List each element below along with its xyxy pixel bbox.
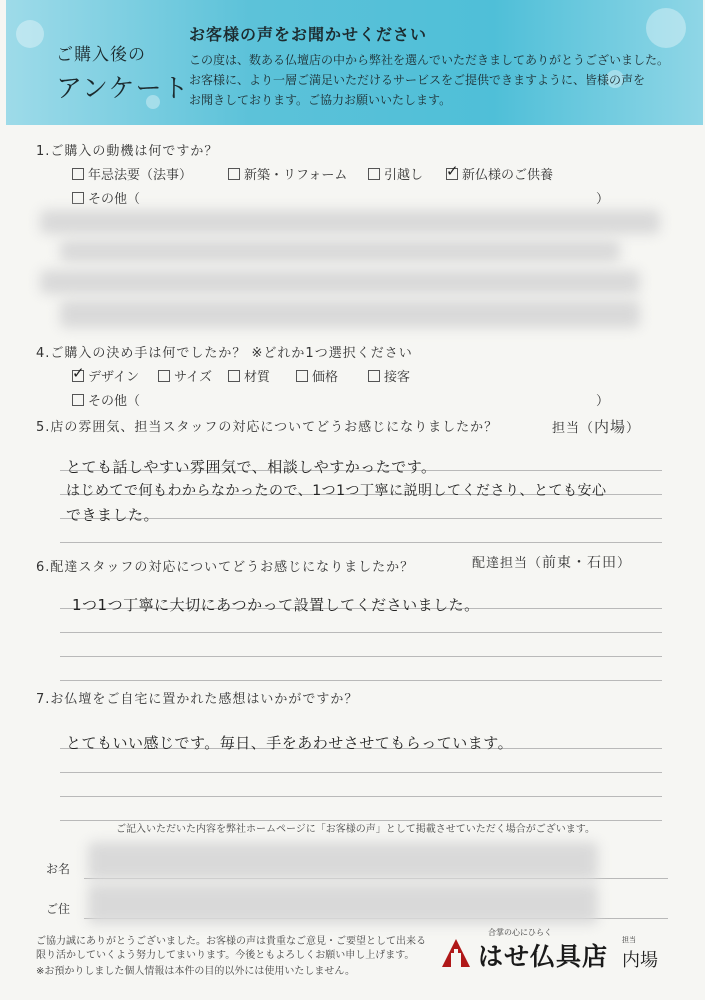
address-label: ご住 — [46, 902, 71, 916]
redacted-area — [40, 210, 660, 234]
q1-option-hikkoshi[interactable] — [368, 164, 423, 183]
q6-answer-line: 1つ1つ丁寧に大切にあつかって設置してくださいました。 — [72, 596, 480, 614]
checkbox[interactable] — [72, 394, 84, 406]
header-subtitle: ご購入後の — [56, 45, 146, 65]
q4-option-material[interactable] — [228, 366, 270, 385]
staff-close: ） — [626, 421, 641, 436]
option-label: デザイン — [88, 370, 140, 385]
q5-answer-line: はじめてで何もわからなかったので、1つ1つ丁寧に説明してくださり、とても安心 — [66, 483, 607, 499]
redacted-area — [60, 300, 640, 328]
q5-answer-line: とても話しやすい雰囲気で、相談しやすかったです。 — [66, 458, 437, 476]
option-label: 引越し — [384, 168, 424, 183]
q5-staff — [552, 416, 640, 437]
q1-option-shinchiku[interactable] — [228, 164, 347, 183]
option-label: その他（ — [88, 192, 141, 207]
answer-line — [60, 656, 662, 657]
header-body-line: お聞きしております。ご協力お願いいたします。 — [189, 93, 452, 107]
option-label: その他（ — [88, 394, 141, 409]
checkbox[interactable] — [228, 370, 240, 382]
staff-name-handwritten: 内場 — [594, 418, 627, 436]
option-label: 接客 — [384, 370, 411, 385]
logo-name: はせ仏具店 — [478, 942, 609, 971]
staff-signature: 内場 — [622, 950, 658, 971]
answer-line — [60, 772, 662, 773]
checkbox[interactable] — [228, 168, 240, 180]
company-logo — [442, 927, 612, 973]
question-5: 5.店の雰囲気、担当スタッフの対応についてどうお感じになりましたか？ — [36, 420, 499, 435]
q4-option-size[interactable] — [158, 366, 212, 385]
checkbox-checked[interactable] — [446, 168, 458, 180]
publication-notice: ご記入いただいた内容を弊社ホームページに「お客様の声」として掲載させていただく場合がございます。 — [116, 824, 595, 835]
redacted-address — [88, 884, 598, 924]
checkbox[interactable] — [72, 168, 84, 180]
option-label: 年忌法要（法事） — [88, 168, 193, 183]
logo-tagline: 合掌の心にひらく — [488, 928, 552, 937]
answer-line — [60, 632, 662, 633]
logo-mark-icon — [442, 939, 470, 967]
option-label: 新築・リフォーム — [244, 168, 348, 183]
header-heading: お客様の声をお聞かせください — [189, 25, 428, 44]
footer-line: ご協力誠にありがとうございました。お客様の声は貴重なご意見・ご要望として出来る — [36, 936, 426, 947]
option-label: 材質 — [244, 370, 271, 385]
staff-label: 配達担当（ — [472, 556, 543, 571]
redacted-area — [60, 240, 620, 262]
option-label: 新仏様のご供養 — [462, 168, 554, 183]
footer-privacy: ※お預かりしました個人情報は本件の目的以外には使用いたしません。 — [36, 966, 355, 977]
q7-answer-line: とてもいい感じです。毎日、手をあわせさせてもらっています。 — [66, 734, 514, 752]
staff-label: 担当（ — [552, 421, 595, 436]
q5-answer-line: できました。 — [66, 506, 160, 524]
staff-close: ） — [617, 556, 632, 571]
q6-staff — [472, 552, 631, 572]
header-body-line: この度は、数ある仏壇店の中から弊社を選んでいただきましてありがとうございました。 — [189, 53, 670, 67]
header-body-line: お客様に、より一層ご満足いただけるサービスをご提供できますように、皆様の声を — [189, 73, 646, 87]
redacted-name — [88, 842, 598, 880]
q1-option-other[interactable] — [72, 188, 140, 207]
q4-option-price[interactable] — [296, 366, 338, 385]
redacted-area — [40, 270, 640, 294]
checkbox[interactable] — [158, 370, 170, 382]
staff-name-handwritten: 前東・石田 — [542, 555, 618, 571]
header-title: アンケート — [56, 74, 190, 104]
q1-option-shinbotoke[interactable] — [446, 164, 553, 183]
checkbox[interactable] — [72, 192, 84, 204]
option-label: 価格 — [312, 370, 339, 385]
bubble-decoration — [646, 8, 686, 48]
checkbox[interactable] — [368, 370, 380, 382]
bubble-decoration — [16, 20, 44, 48]
header-banner — [6, 0, 703, 125]
checkbox-checked[interactable] — [72, 370, 84, 382]
checkbox[interactable] — [296, 370, 308, 382]
answer-line — [60, 680, 662, 681]
q4-option-service[interactable] — [368, 366, 410, 385]
answer-line — [60, 796, 662, 797]
option-label: サイズ — [174, 370, 212, 385]
question-4: 4.ご購入の決め手は何でしたか？ ※どれか1つ選択ください — [36, 346, 413, 361]
answer-line — [60, 542, 662, 543]
q4-option-design[interactable] — [72, 366, 139, 385]
paren-close: ） — [596, 394, 610, 409]
staff-stamp-label: 担当 — [622, 936, 636, 944]
name-label: お名 — [46, 862, 71, 876]
question-1: 1.ご購入の動機は何ですか？ — [36, 144, 219, 159]
q4-option-other[interactable] — [72, 390, 140, 409]
footer-line: 限り活かしていくよう努力してまいります。今後ともよろしくお願い申し上げます。 — [36, 950, 415, 961]
question-6: 6.配達スタッフの対応についてどうお感じになりましたか？ — [36, 560, 415, 575]
checkbox[interactable] — [368, 168, 380, 180]
q1-option-hoji[interactable] — [72, 164, 192, 183]
question-7: 7.お仏壇をご自宅に置かれた感想はいかがですか？ — [36, 692, 359, 707]
paren-close: ） — [596, 192, 610, 207]
header-body — [189, 50, 689, 110]
